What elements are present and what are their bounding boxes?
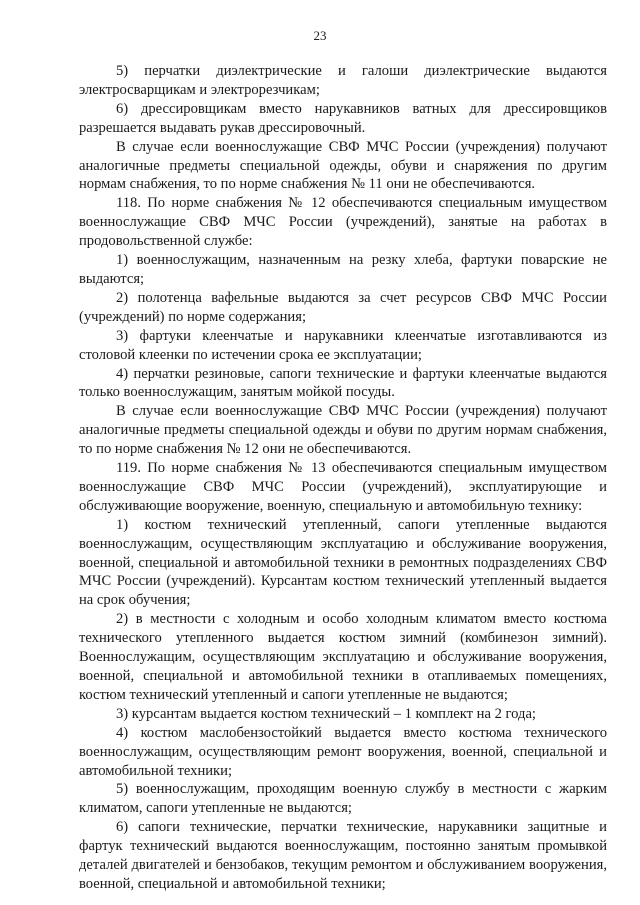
paragraph: В случае если военнослужащие СВФ МЧС России (учреждения) получают аналогичные предметы специальной одежды и обуви по другим нормам снабжения, то по норме снабжения № 12 они не обеспечиваются.	[79, 403, 607, 458]
paragraph: 2) полотенца вафельные выдаются за счет ресурсов СВФ МЧС России (учреждений) по норме содержания;	[79, 289, 607, 325]
paragraph: 119. По норме снабжения № 13 обеспечиваются специальным имуществом военнослужащие СВФ МЧС России (учреждений), эксплуатирующие и обслуживающие вооружение, военную, специальную и автомобильную технику:	[79, 460, 607, 514]
paragraph: В случае если военнослужащие СВФ МЧС России (учреждения) получают аналогичные предметы специальной одежды, обуви и снаряжения по другим нормам снабжения, то по норме снабжения № 11 они не обеспечиваются.	[79, 138, 607, 193]
paragraph: 5) перчатки диэлектрические и галоши диэлектрические выдаются электросварщикам и электрорезчикам;	[79, 63, 607, 98]
page-number: 23	[313, 28, 327, 43]
paragraph: 3) фартуки клеенчатые и нарукавники клеенчатые изготавливаются из столовой клеенки по истечении срока ее эксплуатации;	[79, 327, 607, 363]
paragraph: 118. По норме снабжения № 12 обеспечиваются специальным имуществом военнослужащие СВФ МЧС России (учреждений), занятые на работах в продовольственной службе:	[79, 195, 607, 250]
paragraph: 4) перчатки резиновые, сапоги технические и фартуки клеенчатые выдаются только военнослужащим, занятым мойкой посуды.	[79, 365, 607, 401]
paragraph: 2) в местности с холодным и особо холодным климатом вместо костюма технического утепленного выдается костюм зимний (комбинезон зимний). Военнослужащим, осуществляющим эксплуатацию и обслуживание вооружения, военной, специальной и автомобильной техники в отапливаемых помещениях, костюм технический утепленный и сапоги утепленные не выдаются;	[79, 611, 607, 703]
paragraph: 6) сапоги технические, перчатки технические, нарукавники защитные и фартук технический выдаются военнослужащим, постоянно занятым промывкой деталей двигателей и бензобаков, текущим ремонтом и обслуживанием вооружения, военной, специальной и автомобильной техники;	[79, 819, 607, 892]
paragraph: 3) курсантам выдается костюм технический – 1 комплект на 2 года;	[116, 705, 536, 722]
paragraph: 6) дрессировщикам вместо нарукавников ватных для дрессировщиков разрешается выдавать рукав дрессировочный.	[79, 100, 607, 136]
paragraph: 5) военнослужащим, проходящим военную службу в местности с жарким климатом, сапоги утепленные не выдаются;	[79, 781, 607, 817]
paragraph: 1) костюм технический утепленный, сапоги утепленные выдаются военнослужащим, осуществляющим эксплуатацию и обслуживание вооружения, военной, специальной и автомобильной техники в ремонтных подразделениях СВФ МЧС России (учреждений). Курсантам костюм технический утепленный выдается на срок обучения;	[79, 516, 607, 609]
document-body	[79, 62, 607, 894]
paragraph: 4) костюм маслобензостойкий выдается вместо костюма технического военнослужащим, осуществляющим ремонт вооружения, военной, специальной и автомобильной техники;	[79, 724, 607, 779]
paragraph: 1) военнослужащим, назначенным на резку хлеба, фартуки поварские не выдаются;	[79, 252, 607, 287]
